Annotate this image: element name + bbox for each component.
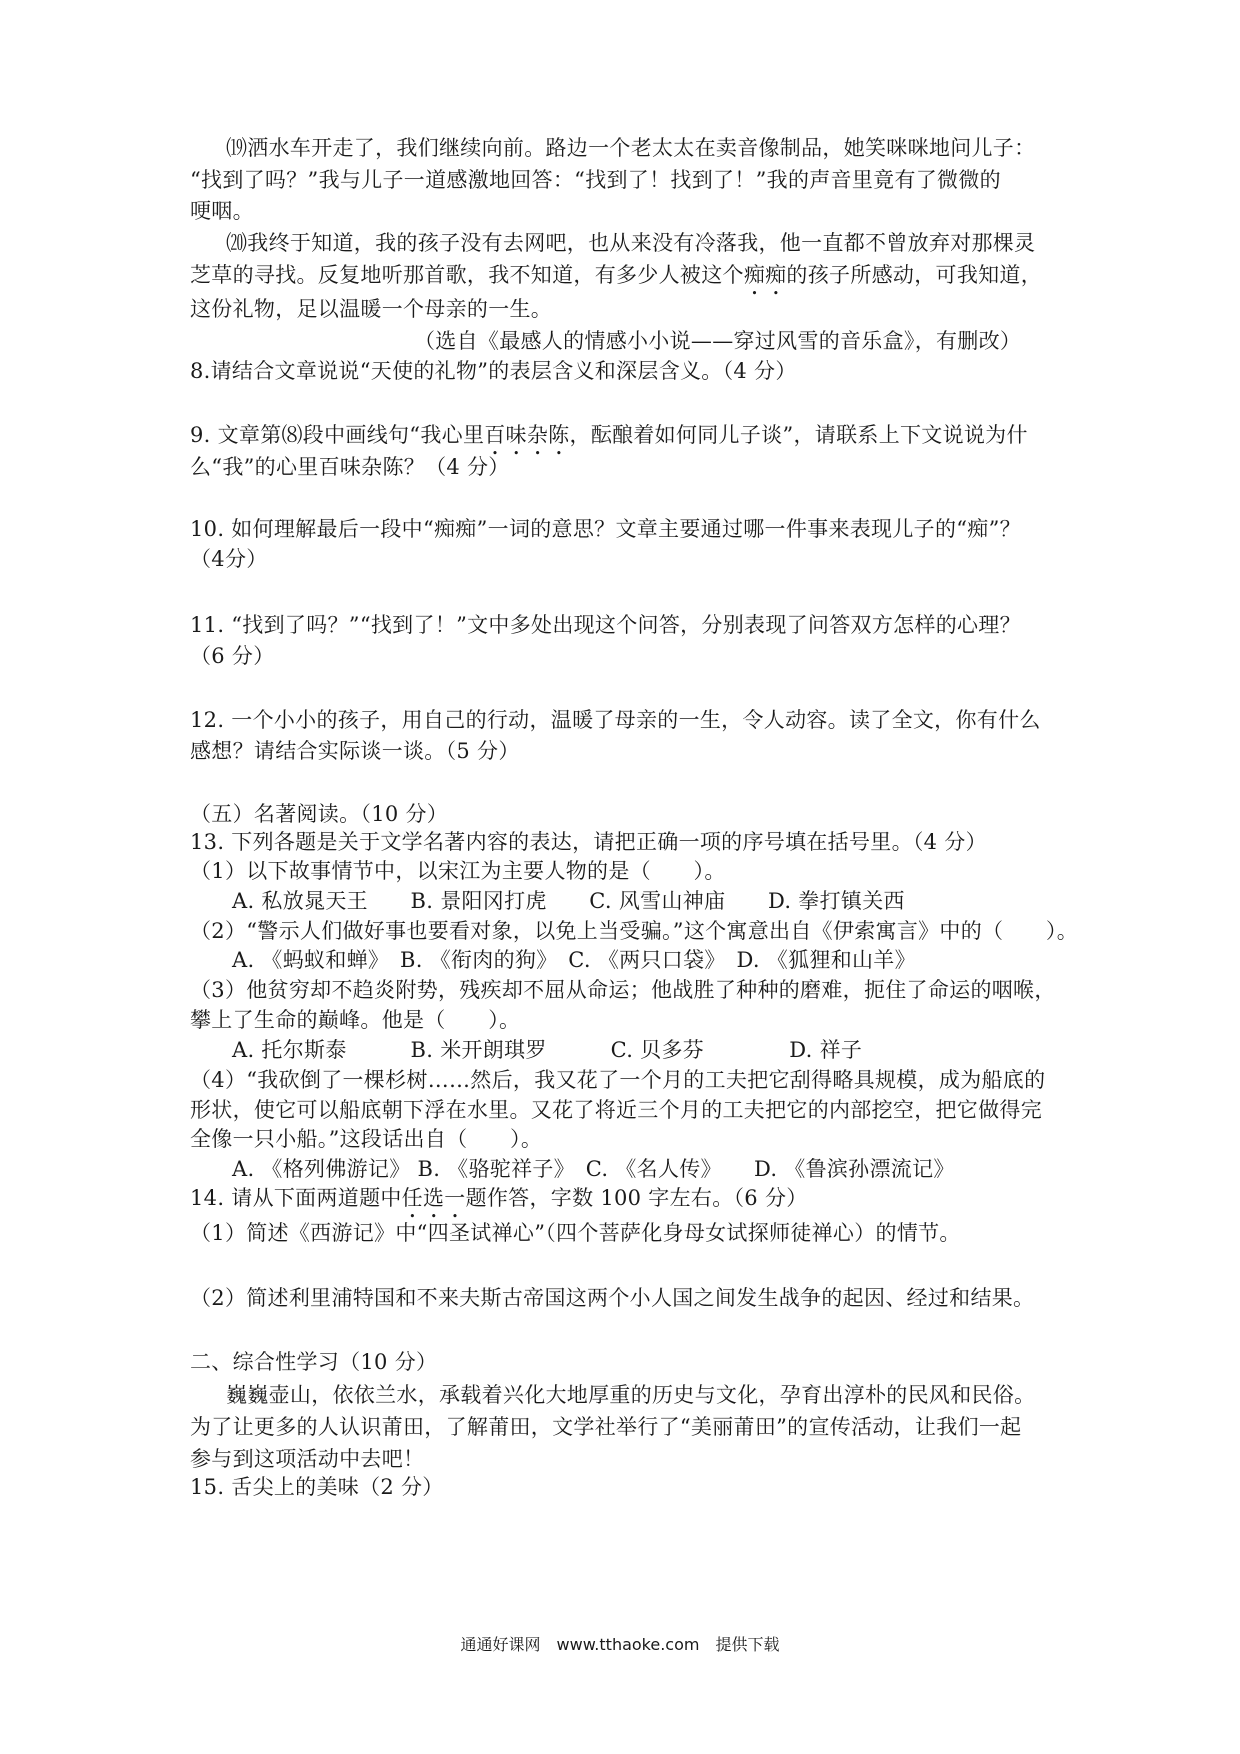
emphasized-word-chichi: 痴痴 [743,263,787,287]
question-14-text-b: 题作答，字数 100 字左右。（6 分） [465,1186,808,1210]
question-11-line-2: （6 分） [190,644,275,668]
question-13-4-line-2: 形状，使它可以船底朝下浮在水里。又花了将近三个月的工夫把它的内部挖空，把它做得完 [190,1098,1042,1122]
question-13-4-line-1: （4）“我砍倒了一棵杉树……然后，我又花了一个月的工夫把它刮得略具规模，成为船底的 [190,1068,1046,1092]
question-15: 15. 舌尖上的美味（2 分） [190,1475,444,1499]
section-2-intro-line-2: 为了让更多的人认识莆田，了解莆田，文学社举行了“美丽莆田”的宣传活动，让我们一起 [190,1415,1022,1439]
question-11-line-1: 11. “找到了吗？”“找到了！”文中多处出现这个问答，分别表现了问答双方怎样的心理？ [190,613,1021,637]
question-13-3-line-1: （3）他贫穷却不趋炎附势，残疾却不屈从命运；他战胜了种种的磨难，扼住了命运的咽喉， [190,978,1056,1002]
question-13-3-options: A. 托尔斯泰 B. 米开朗琪罗 C. 贝多芬 D. 祥子 [232,1038,863,1062]
question-13-4-line-3: 全像一只小船。”这段话出自（ ）。 [190,1127,543,1151]
paragraph-20-text-b: 的孩子所感动，可我知道， [786,263,1043,287]
question-13-2-options: A. 《蚂蚁和蝉》 B. 《衔肉的狗》 C. 《两只口袋》 D. 《狐狸和山羊》 [232,948,916,972]
paragraph-20-text-a: 芝草的寻找。反复地听那首歌，我不知道，有多少人被这个 [190,263,744,287]
section-2-intro-line-1: 巍巍壶山，依依兰水，承载着兴化大地厚重的历史与文化，孕育出淳朴的民风和民俗。 [226,1383,1036,1407]
question-13-1: （1）以下故事情节中，以宋江为主要人物的是（ ）。 [190,859,726,883]
question-9-line-2: 么“我”的心里百味杂陈？（4 分） [190,455,510,479]
paragraph-19-line-1: ⒆洒水车开走了，我们继续向前。路边一个老太太在卖音像制品，她笑咪咪地问儿子： [226,136,1036,160]
question-12-line-1: 12. 一个小小的孩子，用自己的行动，温暖了母亲的一生，令人动容。读了全文，你有什么 [190,708,1041,732]
section-5-title: （五）名著阅读。（10 分） [190,802,449,826]
question-14-1: （1）简述《西游记》中“四圣试禅心”（四个菩萨化身母女试探师徒禅心）的情节。 [190,1221,961,1245]
paragraph-20-line-1: ⒇我终于知道，我的孩子没有去网吧，也从来没有冷落我，他一直都不曾放弃对那棵灵 [226,231,1036,255]
question-13-4-options: A. 《格列佛游记》 B. 《骆驼祥子》 C. 《名人传》 D. 《鲁滨孙漂流记》 [232,1157,955,1181]
paragraph-19-line-2: “找到了吗？”我与儿子一道感激地回答：“找到了！找到了！”我的声音里竟有了微微的 [190,168,1001,192]
question-13-1-options: A. 私放晁天王 B. 景阳冈打虎 C. 风雪山神庙 D. 拳打镇关西 [232,889,905,913]
footer-download-note: 通通好课网 www.tthaoke.com 提供下载 [460,1635,780,1654]
question-14-text-a: 14. 请从下面两道题中 [190,1186,402,1210]
passage-source: （选自《最感人的情感小小说——穿过风雪的音乐盒》，有删改） [414,329,1022,353]
emphasized-phrase-baiweizachen: 百味杂陈 [484,423,570,447]
question-12-line-2: 感想？请结合实际谈一谈。（5 分） [190,739,520,763]
emphasized-phrase-renxuanyi: 任选一 [401,1186,466,1210]
paragraph-20-line-3: 这份礼物，足以温暖一个母亲的一生。 [190,297,553,321]
question-9-text-a: 9. 文章第⑻段中画线句“我心里 [190,423,485,447]
paragraph-19-line-3: 哽咽。 [190,199,254,223]
question-13: 13. 下列各题是关于文学名著内容的表达，请把正确一项的序号填在括号里。（4 分） [190,830,987,854]
section-2-title: 二、综合性学习（10 分） [190,1350,438,1374]
question-9-text-b: ，酝酿着如何同儿子谈”，请联系上下文说说为什 [569,423,1028,447]
section-2-intro-line-3: 参与到这项活动中去吧！ [190,1447,425,1471]
question-14-2: （2）简述利里浦特国和不来夫斯古帝国这两个小人国之间发生战争的起因、经过和结果。 [190,1286,1035,1310]
question-10-line-1: 10. 如何理解最后一段中“痴痴”一词的意思？文章主要通过哪一件事来表现儿子的“痴”？ [190,517,1021,541]
question-10-line-2: （4分） [190,547,268,571]
question-8: 8.请结合文章说说“天使的礼物”的表层含义和深层含义。（4 分） [190,359,797,383]
question-13-3-line-2: 攀上了生命的巅峰。他是（ ）。 [190,1008,521,1032]
question-14 [190,1183,808,1223]
question-13-2: （2）“警示人们做好事也要看对象，以免上当受骗。”这个寓意出自《伊索寓言》中的（ ）。 [190,919,1079,943]
